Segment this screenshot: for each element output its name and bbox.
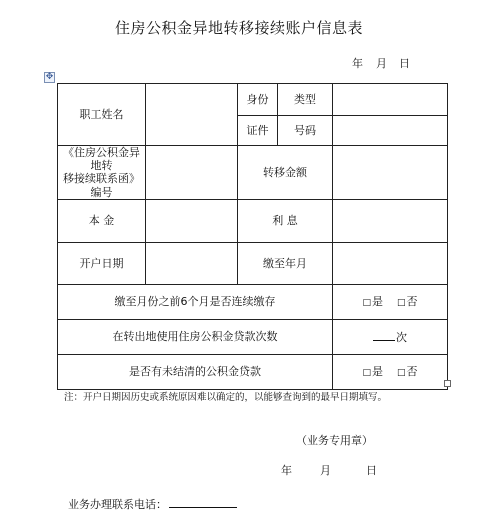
unsettled-yes-label: 是: [372, 364, 383, 378]
id-type-cell[interactable]: [333, 84, 448, 116]
footer-day-label: 日: [366, 464, 377, 477]
account-info-table: [57, 83, 448, 390]
id-type-label: 类型: [278, 84, 333, 116]
employee-name-cell[interactable]: [146, 84, 238, 146]
header-year-label: 年: [352, 57, 363, 70]
continuous-deposit-options: [333, 284, 448, 319]
interest-label: 利 息: [238, 199, 333, 242]
paid-until-label: 缴至年月: [238, 242, 333, 284]
unsettled-no-checkbox[interactable]: □: [397, 367, 406, 378]
id-number-cell[interactable]: [333, 116, 448, 146]
open-date-cell[interactable]: [146, 242, 238, 284]
transfer-amount-cell[interactable]: [333, 146, 448, 200]
interest-cell[interactable]: [333, 199, 448, 242]
principal-cell[interactable]: [146, 199, 238, 242]
footnote: 注：开户日期因历史或系统原因难以确定的，以能够查询到的最早日期填写。: [64, 392, 388, 403]
table-resize-handle[interactable]: [444, 380, 451, 387]
employee-name-label: 职工姓名: [58, 84, 146, 146]
continuous-no-label: 否: [406, 294, 418, 308]
footer-month-label: 月: [320, 464, 331, 477]
contact-letter-number-cell[interactable]: [146, 146, 238, 200]
loan-count-blank[interactable]: [373, 329, 395, 341]
unsettled-loan-question: 是否有未结清的公积金贷款: [58, 354, 333, 389]
unsettled-no-label: 否: [406, 364, 418, 378]
header-month-label: 月: [376, 57, 387, 70]
loan-count-answer: [333, 319, 448, 354]
business-seal-label: （业务专用章）: [296, 434, 373, 447]
principal-label: 本 金: [58, 199, 146, 242]
unsettled-yes-checkbox[interactable]: □: [362, 367, 371, 378]
table-move-handle-icon[interactable]: ✥: [45, 72, 54, 82]
continuous-deposit-question: 缴至月份之前6个月是否连续缴存: [58, 284, 333, 319]
continuous-yes-checkbox[interactable]: □: [362, 297, 371, 308]
contact-phone-blank[interactable]: [169, 495, 237, 508]
contact-letter-line-2: 移接续联系函》编号: [63, 172, 140, 199]
continuous-no-checkbox[interactable]: □: [397, 297, 406, 308]
id-label-bottom: 证件: [238, 116, 278, 146]
header-day-label: 日: [399, 57, 410, 70]
contact-phone-row: [68, 495, 237, 512]
times-label: 次: [396, 331, 407, 345]
open-date-label: 开户日期: [58, 242, 146, 284]
paid-until-cell[interactable]: [333, 242, 448, 284]
footer-year-label: 年: [281, 464, 292, 477]
page-title: 住房公积金异地转移接续账户信息表: [114, 19, 363, 37]
unsettled-loan-options: [333, 354, 448, 389]
contact-letter-number-label: [58, 146, 146, 200]
id-label-top: 身份: [238, 84, 278, 116]
loan-count-question: 在转出地使用住房公积金贷款次数: [58, 319, 333, 354]
continuous-yes-label: 是: [372, 294, 383, 308]
contact-phone-label: 业务办理联系电话：: [68, 498, 167, 511]
transfer-amount-label: 转移金额: [238, 146, 333, 200]
id-number-label: 号码: [278, 116, 333, 146]
contact-letter-line-1: 《住房公积金异地转: [63, 146, 140, 173]
